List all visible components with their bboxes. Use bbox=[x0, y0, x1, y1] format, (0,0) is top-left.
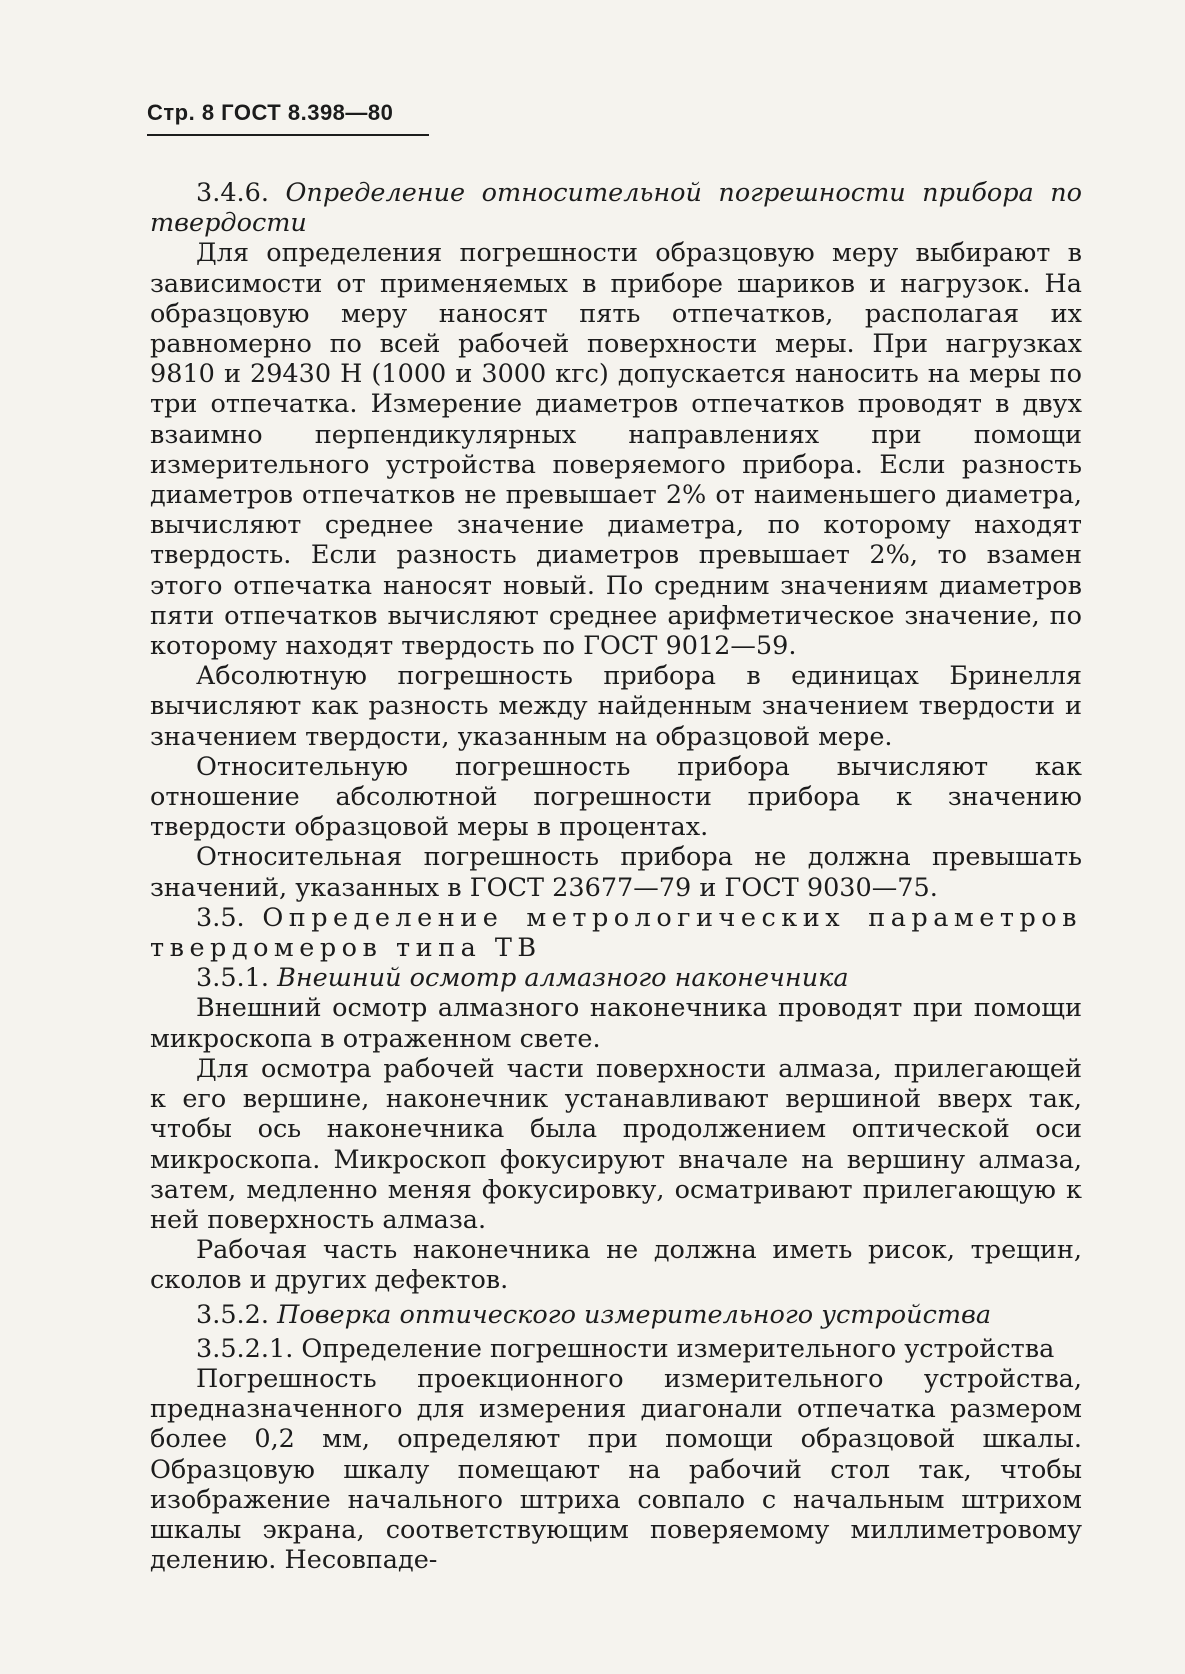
section-3-5-heading bbox=[150, 903, 1082, 963]
section-title: Внешний осмотр алмазного наконечника bbox=[277, 963, 849, 994]
paragraph: Абсолютную погрешность прибора в единицах Бринелля вычисляют как разность между найденным значением твердости и значением твердости, указанным на образцовой мере. bbox=[150, 661, 1082, 752]
paragraph: Относительную погрешность прибора вычисляют как отношение абсолютной погрешности прибора к значению твердости образцовой меры в процентах. bbox=[150, 751, 1082, 843]
section-3-5-2-heading bbox=[150, 1300, 1082, 1330]
page-label: Стр. 8 ГОСТ 8.398—80 bbox=[147, 100, 394, 125]
paragraph: Для определения погрешности образцовую меру выбирают в зависимости от применяемых в приборе шариков и нагрузок. На образцовую меру наносят пять отпечатков, располагая их равномерно по всей рабочей поверхности меры. При нагрузках 9810 и 29430 Н (1000 и 3000 кгс) допускается наносить на меры по три отпечатка. Измерение диаметров отпечатков проводят в двух взаимно перпендикулярных направлениях при помощи измерительного устройства поверяемого прибора. Если разность диаметров отпечатков не превышает 2% от наименьшего диаметра, вычисляют среднее значение диаметра, по которому находят твердость. Если разность диаметров превышает 2%, то взамен этого отпечатка наносят новый. По средним значениям диаметров пяти отпечатков вычисляют среднее арифметическое значение, по которому находят твердость по ГОСТ 9012—59. bbox=[150, 238, 1082, 662]
section-3-4-6-heading bbox=[150, 178, 1082, 238]
document-body bbox=[150, 178, 1082, 1575]
section-number: 3.5.2. bbox=[196, 1299, 269, 1330]
section-title: Определение относительной погрешности прибора по твердости bbox=[150, 178, 1083, 239]
paragraph: Внешний осмотр алмазного наконечника проводят при помощи микроскопа в отраженном свете. bbox=[150, 993, 1082, 1054]
section-3-5-1-heading bbox=[150, 963, 1082, 993]
section-number: 3.5. bbox=[196, 902, 245, 933]
paragraph: Погрешность проекционного измерительного устройства, предназначенного для измерения диагонали отпечатка размером более 0,2 мм, определяют при помощи образцовой шкалы. Образцовую шкалу помещают на рабочий стол так, чтобы изображение начального штриха совпало с начальным штрихом шкалы экрана, соответствующим поверяемому миллиметровому делению. Несовпаде- bbox=[150, 1363, 1082, 1576]
paragraph: Относительная погрешность прибора не должна превышать значений, указанных в ГОСТ 23677—79 и ГОСТ 9030—75. bbox=[150, 842, 1082, 903]
paragraph: Рабочая часть наконечника не должна иметь рисок, трещин, сколов и других дефектов. bbox=[150, 1235, 1082, 1296]
section-title: Определение метрологических параметров твердомеров типа ТВ bbox=[150, 902, 1082, 964]
section-number: 3.5.1. bbox=[196, 963, 269, 994]
section-3-5-2-1-heading: 3.5.2.1. Определение погрешности измерительного устройства bbox=[196, 1333, 1055, 1364]
paragraph: Для осмотра рабочей части поверхности алмаза, прилегающей к его вершине, наконечник устанавливают вершиной вверх так, чтобы ось наконечника была продолжением оптической оси микроскопа. Микроскоп фокусируют вначале на вершину алмаза, затем, медленно меняя фокусировку, осматривают прилегающую к ней поверхность алмаза. bbox=[150, 1053, 1082, 1235]
section-number: 3.4.6. bbox=[196, 178, 269, 208]
page-header bbox=[147, 100, 429, 136]
section-title: Поверка оптического измерительного устройства bbox=[277, 1299, 992, 1330]
